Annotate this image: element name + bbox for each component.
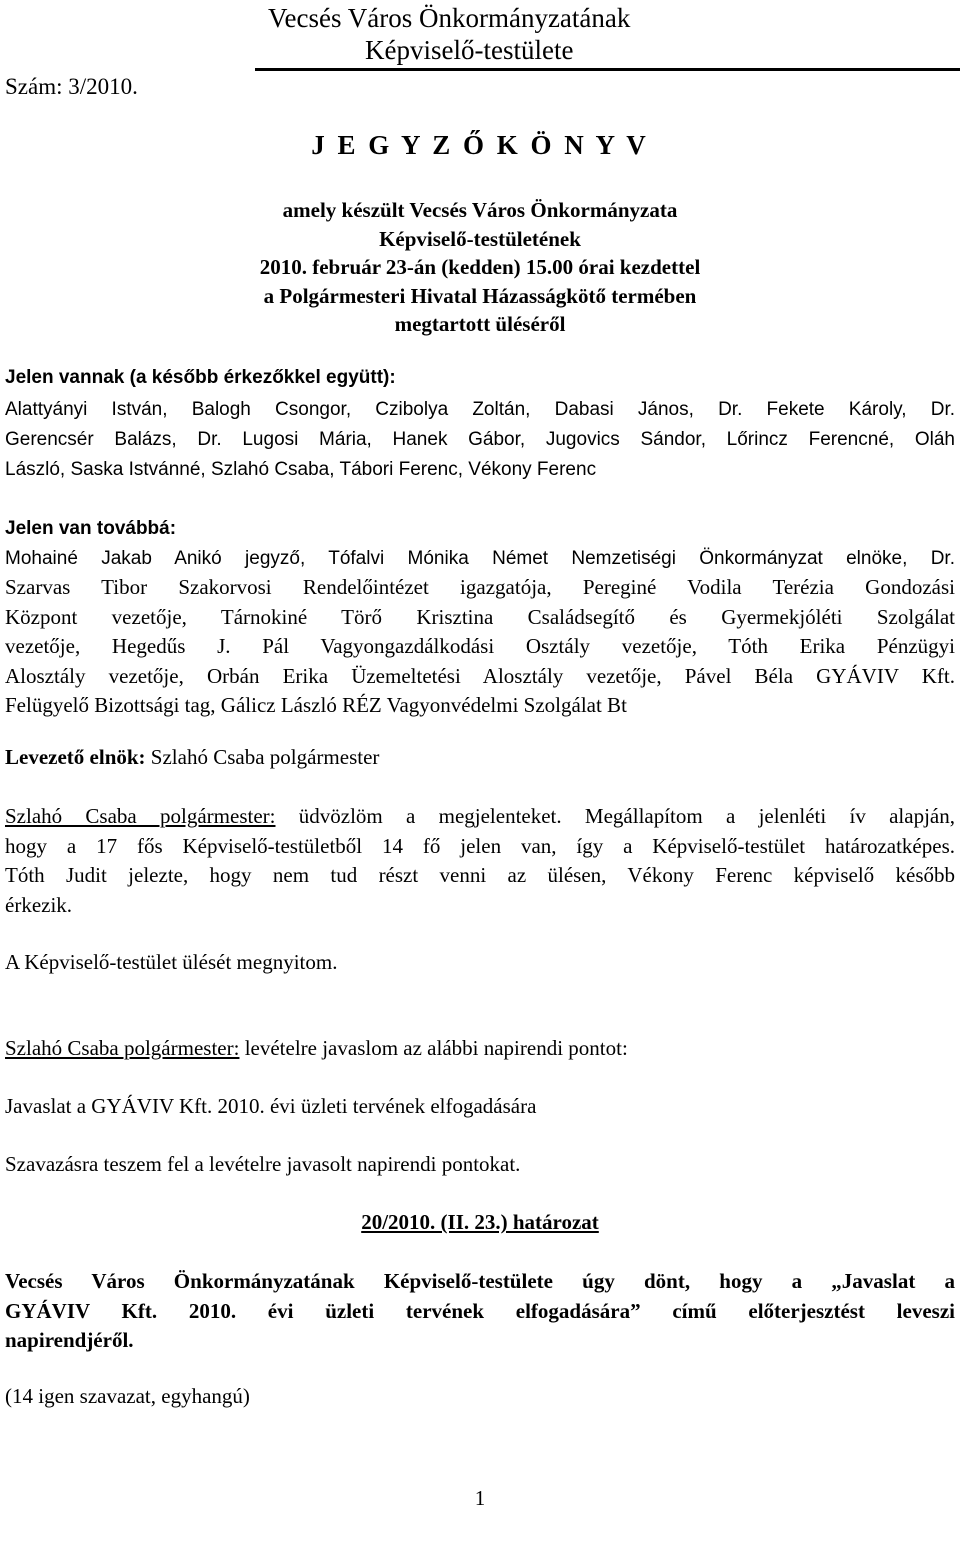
speech-line: hogy a 17 fős Képviselő-testületből 14 fő jelen van, így a Képviselő-testület határozatképes. [5, 833, 955, 858]
speaker-label: Szlahó Csaba polgármester: [5, 804, 276, 828]
subtitle-line: Képviselő-testületének [379, 226, 581, 251]
also-present-line: Felügyelő Bizottsági tag, Gálicz László RÉZ Vagyonvédelmi Szolgálat Bt [5, 693, 627, 717]
vote-call: Szavazásra teszem fel a levételre javasolt napirendi pontokat. [5, 1152, 521, 1176]
present-line: Gerencsér Balázs, Dr. Lugosi Mária, Hanek Gábor, Jugovics Sándor, Lőrincz Ferencné, Oláh [5, 429, 955, 450]
speech-line: Tóth Judit jelezte, hogy nem tud részt venni az ülésen, Vékony Ferenc képviselő később [5, 863, 955, 887]
document-subtitle [0, 196, 960, 339]
also-present-line: Alosztály vezetője, Orbán Erika Üzemeltetési Alosztály vezetője, Pável Béla GYÁVIV Kft. [5, 663, 955, 688]
organization-body: Képviselő-testülete [365, 35, 574, 65]
also-present-line: Szarvas Tibor Szakorvosi Rendelőintézet igazgatója, Pereginé Vodila Terézia Gondozási [5, 575, 955, 599]
document-number: Szám: 3/2010. [5, 74, 138, 99]
resolution-line: napirendjéről. [5, 1328, 134, 1352]
subtitle-line: megtartott üléséről [394, 312, 566, 336]
page-number: 1 [474, 1486, 486, 1510]
present-heading: Jelen vannak (a később érkezőkkel együtt): [5, 367, 396, 388]
mayor-speech-1 [5, 802, 955, 920]
mayor-speech-2: Szlahó Csaba polgármester: levételre javaslom az alábbi napirendi pontot: [5, 1036, 628, 1060]
vote-result: (14 igen szavazat, egyhangú) [5, 1384, 250, 1408]
header-divider [255, 68, 960, 71]
also-present-list [5, 544, 955, 574]
also-present-line: Mohainé Jakab Anikó jegyző, Tófalvi Mónika Német Nemzetiségi Önkormányzat elnöke, Dr. [5, 548, 955, 569]
agenda-item: Javaslat a GYÁVIV Kft. 2010. évi üzleti tervének elfogadására [5, 1094, 537, 1118]
resolution-line: GYÁVIV Kft. 2010. évi üzleti tervének elfogadására” című előterjesztést leveszi [5, 1298, 955, 1323]
chair-name: Szlahó Csaba polgármester [145, 745, 380, 769]
chair-label: Levezető elnök: [5, 745, 146, 769]
speech-line: érkezik. [5, 892, 73, 917]
present-list [5, 395, 955, 485]
opening-statement: A Képviselő-testület ülését megnyitom. [5, 950, 338, 974]
present-line: Alattyányi István, Balogh Csongor, Czibolya Zoltán, Dabasi János, Dr. Fekete Károly, Dr. [5, 399, 955, 420]
speech-line: Szlahó Csaba polgármester: üdvözlöm a megjelenteket. Megállapítom a jelenléti ív alapján, [5, 804, 955, 828]
subtitle-line: a Polgármesteri Hivatal Házasságkötő termében [263, 283, 697, 308]
also-present-line: vezetője, Hegedűs J. Pál Vagyongazdálkodási Osztály vezetője, Tóth Erika Pénzügyi [5, 634, 955, 658]
resolution-title: 20/2010. (II. 23.) határozat [361, 1210, 599, 1234]
resolution-line: Vecsés Város Önkormányzatának Képviselő-testülete úgy dönt, hogy a „Javaslat a [5, 1269, 955, 1293]
subtitle-line: amely készült Vecsés Város Önkormányzata [282, 198, 678, 222]
resolution-text [5, 1267, 955, 1356]
present-line: László, Saska Istvánné, Szlahó Csaba, Tábori Ferenc, Vékony Ferenc [5, 459, 597, 480]
also-present-heading: Jelen van továbbá: [5, 518, 177, 539]
organization-name: Vecsés Város Önkormányzatának [268, 3, 631, 33]
also-present-line: Központ vezetője, Tárnokiné Törő Krisztina Családsegítő és Gyermekjóléti Szolgálat [5, 604, 955, 629]
chair-line [5, 745, 955, 770]
letterhead [0, 0, 960, 100]
document-title: J E G Y Z Ő K Ö N Y V [311, 130, 649, 160]
also-present-list-cont [5, 573, 955, 721]
subtitle-line: 2010. február 23-án (kedden) 15.00 órai kezdettel [259, 255, 701, 279]
speaker-label: Szlahó Csaba polgármester: [5, 1036, 240, 1060]
